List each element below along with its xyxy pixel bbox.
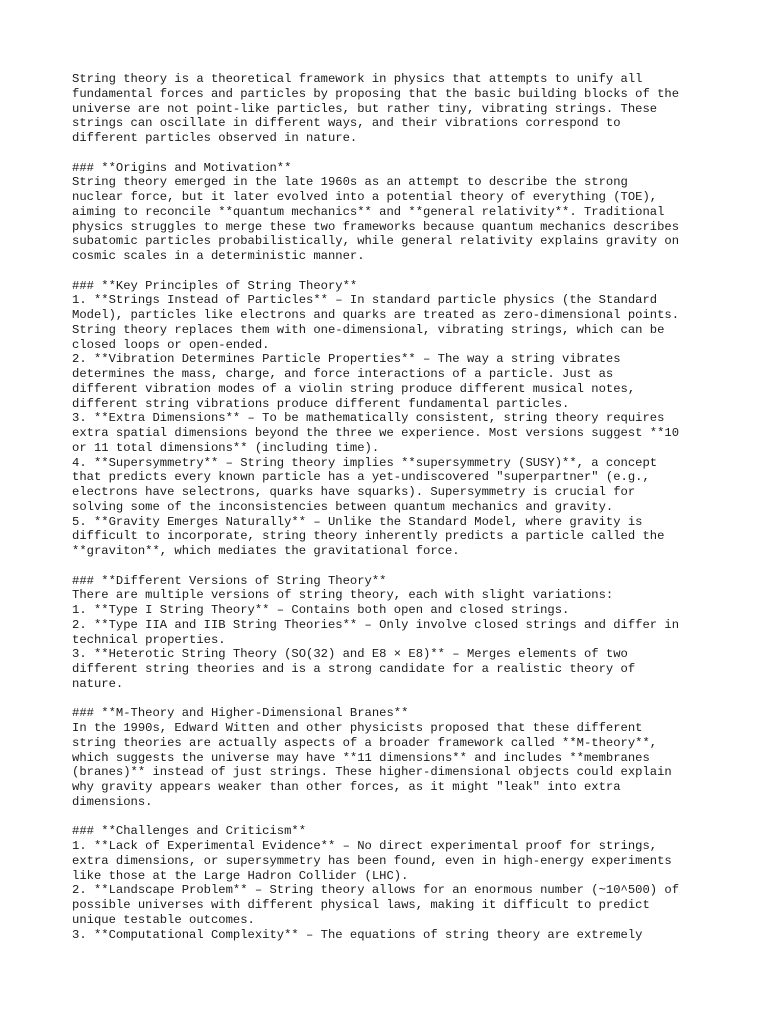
key-principles-section bbox=[72, 279, 712, 559]
text-line: dimensions. bbox=[72, 794, 153, 809]
section-heading: ### **Challenges and Criticism** bbox=[72, 824, 307, 839]
text-line: 2. **Type IIA and IIB String Theories** – Only involve closed strings and differ in bbox=[72, 617, 680, 632]
text-line: aiming to reconcile **quantum mechanics** and **general relativity**. Traditional bbox=[72, 204, 665, 219]
versions-section bbox=[72, 574, 712, 692]
text-line: 3. **Heterotic String Theory (SO(32) and E8 × E8)** – Merges elements of two bbox=[72, 647, 628, 662]
text-line: nature. bbox=[72, 676, 124, 691]
text-line: different string vibrations produce different fundamental particles. bbox=[72, 396, 570, 411]
text-line: physics struggles to merge these two frameworks because quantum mechanics describes bbox=[72, 219, 680, 234]
text-line: Model), particles like electrons and quarks are treated as zero-dimensional points. bbox=[72, 308, 680, 322]
text-line: (branes)** instead of just strings. These higher-dimensional objects could explain bbox=[72, 765, 672, 780]
section-heading: ### **Origins and Motivation** bbox=[72, 160, 292, 175]
text-line: difficult to incorporate, string theory inherently predicts a particle called the bbox=[72, 529, 665, 544]
section-heading: ### **M-Theory and Higher-Dimensional Branes** bbox=[72, 706, 409, 721]
section-heading: ### **Key Principles of String Theory** bbox=[72, 278, 358, 293]
text-line: 4. **Supersymmetry** – String theory implies **supersymmetry (SUSY)**, a concept bbox=[72, 455, 658, 470]
text-line: like those at the Large Hadron Collider (LHC). bbox=[72, 868, 409, 883]
text-line: extra dimensions, or supersymmetry has been found, even in high-energy experiments bbox=[72, 853, 672, 868]
text-line: 3. **Extra Dimensions** – To be mathematically consistent, string theory requires bbox=[72, 411, 665, 426]
text-line: 5. **Gravity Emerges Naturally** – Unlike the Standard Model, where gravity is bbox=[72, 514, 643, 529]
challenges-section bbox=[72, 824, 712, 942]
text-line: string theories are actually aspects of a broader framework called **M-theory**, bbox=[72, 735, 658, 750]
text-line: fundamental forces and particles by proposing that the basic building blocks of the bbox=[72, 86, 680, 101]
text-line: There are multiple versions of string theory, each with slight variations: bbox=[72, 588, 614, 603]
text-line: closed loops or open-ended. bbox=[72, 337, 270, 352]
text-line: which suggests the universe may have **11 dimensions** and includes **membranes bbox=[72, 750, 650, 765]
text-line: **graviton**, which mediates the gravitational force. bbox=[72, 544, 460, 558]
intro-paragraph bbox=[72, 72, 712, 146]
text-line: nuclear force, but it later evolved into a potential theory of everything (TOE), bbox=[72, 190, 658, 204]
text-line: String theory is a theoretical framework in physics that attempts to unify all bbox=[72, 72, 643, 86]
text-line: technical properties. bbox=[72, 632, 226, 647]
text-line: String theory replaces them with one-dimensional, vibrating strings, which can be bbox=[72, 322, 665, 337]
text-line: different vibration modes of a violin string produce different musical notes, bbox=[72, 381, 636, 396]
text-line: String theory emerged in the late 1960s as an attempt to describe the strong bbox=[72, 175, 628, 190]
text-line: In the 1990s, Edward Witten and other physicists proposed that these different bbox=[72, 721, 643, 735]
text-line: cosmic scales in a deterministic manner. bbox=[72, 249, 365, 263]
document-page bbox=[72, 72, 712, 957]
text-line: 2. **Vibration Determines Particle Properties** – The way a string vibrates bbox=[72, 352, 621, 367]
text-line: strings can oscillate in different ways, and their vibrations correspond to bbox=[72, 116, 621, 131]
text-line: 3. **Computational Complexity** – The equations of string theory are extremely bbox=[72, 927, 643, 942]
text-line: subatomic particles probabilistically, while general relativity explains gravity on bbox=[72, 234, 680, 249]
text-line: determines the mass, charge, and force interactions of a particle. Just as bbox=[72, 367, 614, 381]
section-heading: ### **Different Versions of String Theory** bbox=[72, 573, 387, 588]
text-line: 1. **Type I String Theory** – Contains both open and closed strings. bbox=[72, 603, 570, 617]
text-line: why gravity appears weaker than other forces, as it might "leak" into extra bbox=[72, 780, 621, 794]
text-line: possible universes with different physical laws, making it difficult to predict bbox=[72, 898, 650, 912]
text-line: 1. **Lack of Experimental Evidence** – No direct experimental proof for strings, bbox=[72, 839, 658, 853]
text-line: electrons have selectrons, quarks have squarks). Supersymmetry is crucial for bbox=[72, 485, 636, 499]
text-line: or 11 total dimensions** (including time). bbox=[72, 440, 380, 455]
origins-section bbox=[72, 161, 712, 264]
text-line: that predicts every known particle has a yet-undiscovered "superpartner" (e.g., bbox=[72, 470, 650, 485]
text-line: 1. **Strings Instead of Particles** – In standard particle physics (the Standard bbox=[72, 293, 658, 308]
text-line: different string theories and is a strong candidate for a realistic theory of bbox=[72, 662, 636, 676]
text-line: universe are not point-like particles, but rather tiny, vibrating strings. These bbox=[72, 101, 658, 116]
text-line: unique testable outcomes. bbox=[72, 912, 255, 927]
text-line: solving some of the inconsistencies between quantum mechanics and gravity. bbox=[72, 499, 614, 514]
text-line: 2. **Landscape Problem** – String theory allows for an enormous number (~10^500) of bbox=[72, 883, 680, 898]
m-theory-section bbox=[72, 706, 712, 809]
text-line: different particles observed in nature. bbox=[72, 131, 358, 145]
text-line: extra spatial dimensions beyond the three we experience. Most versions suggest **10 bbox=[72, 426, 680, 440]
